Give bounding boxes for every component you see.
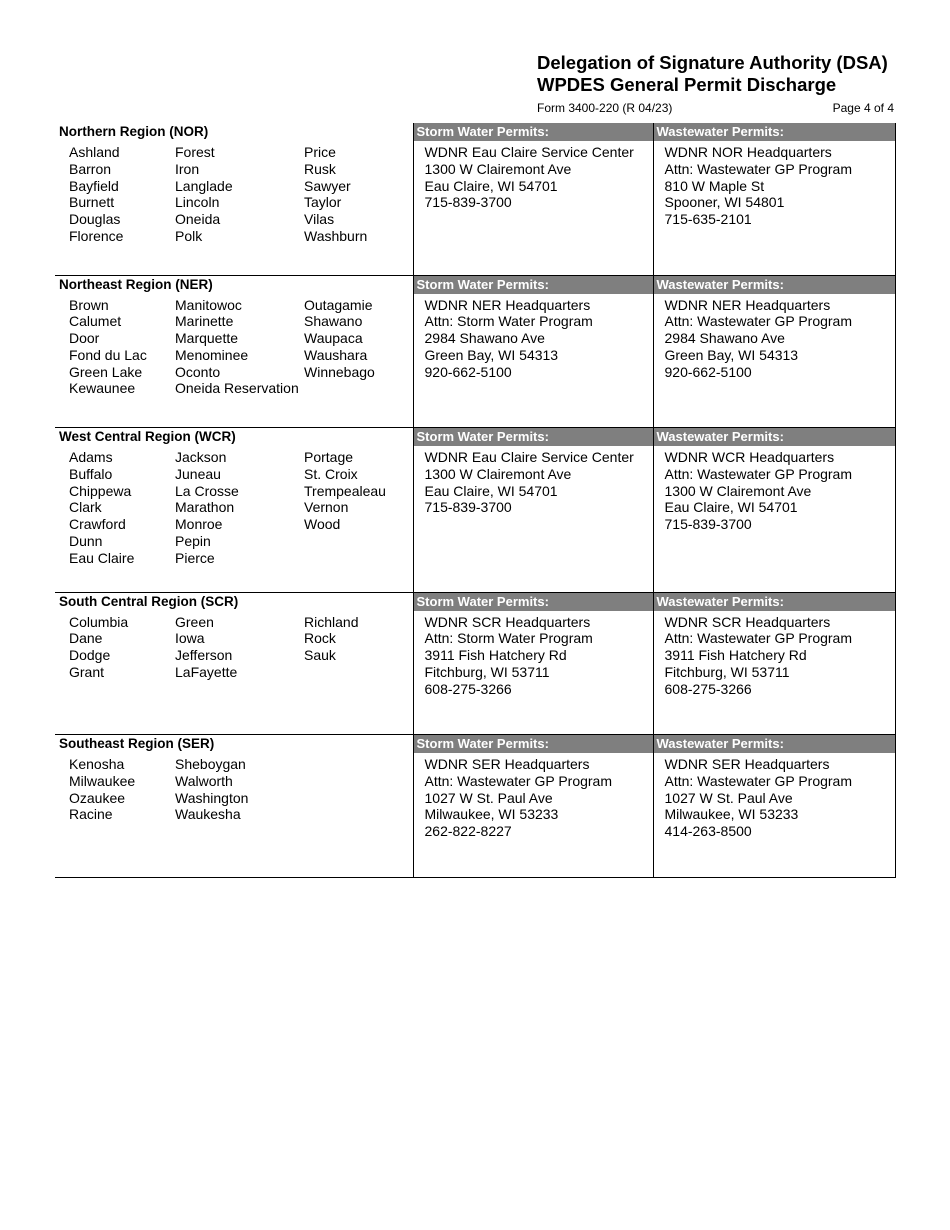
county-name: Outagamie xyxy=(304,296,373,313)
address-line: WDNR SCR Headquarters xyxy=(424,613,591,630)
county-name: Bayfield xyxy=(69,177,119,194)
storm-water-address-cell xyxy=(413,446,653,592)
address-line: Attn: Storm Water Program xyxy=(424,630,593,647)
address-line: 810 W Maple St xyxy=(664,177,765,194)
address-line: 715-839-3700 xyxy=(424,194,512,211)
region-body-row xyxy=(55,446,895,592)
address-line: Milwaukee, WI 53233 xyxy=(424,806,559,823)
storm-water-permits-header: Storm Water Permits: xyxy=(413,428,653,447)
county-name: Kewaunee xyxy=(69,380,136,397)
address-line: WDNR SER Headquarters xyxy=(424,756,590,772)
county-column xyxy=(175,297,304,398)
county-column xyxy=(69,756,175,823)
county-name: Jackson xyxy=(175,449,227,465)
county-name: Ashland xyxy=(69,144,120,160)
wastewater-address xyxy=(654,297,895,381)
county-name: Dunn xyxy=(69,532,103,549)
storm-water-address xyxy=(414,614,653,698)
county-name: La Crosse xyxy=(175,482,239,499)
county-name: LaFayette xyxy=(175,663,238,680)
county-name: Eau Claire xyxy=(69,549,135,566)
county-name: Sawyer xyxy=(304,177,351,194)
address-line: WDNR Eau Claire Service Center xyxy=(424,449,634,465)
address-line: Attn: Wastewater GP Program xyxy=(664,630,853,647)
county-name: Shawano xyxy=(304,313,363,330)
storm-water-address-cell xyxy=(413,141,653,275)
county-name: Racine xyxy=(69,806,113,823)
county-name: Menominee xyxy=(175,346,249,363)
county-name: Trempealeau xyxy=(304,482,386,499)
address-line: 608-275-3266 xyxy=(664,680,752,697)
wastewater-address xyxy=(654,449,895,533)
address-line: Milwaukee, WI 53233 xyxy=(664,806,799,823)
county-column xyxy=(304,297,414,398)
address-line: Fitchburg, WI 53711 xyxy=(664,663,790,680)
county-name: Winnebago xyxy=(304,363,375,380)
county-name: Oneida Reservation xyxy=(175,380,299,397)
county-name: Green xyxy=(175,613,214,630)
county-name: Washburn xyxy=(304,227,368,244)
county-column xyxy=(304,756,414,823)
address-line: 1300 W Clairemont Ave xyxy=(424,160,572,177)
address-line: 920-662-5100 xyxy=(664,363,752,380)
county-name: Walworth xyxy=(175,772,233,789)
county-name: Marinette xyxy=(175,313,234,330)
address-line: Green Bay, WI 54313 xyxy=(424,346,559,363)
address-line: WDNR NER Headquarters xyxy=(664,296,831,313)
county-name: Waushara xyxy=(304,346,368,363)
region-header-row xyxy=(55,123,895,141)
region-contact-table xyxy=(55,123,896,878)
address-line: WDNR Eau Claire Service Center xyxy=(424,144,634,160)
storm-water-address xyxy=(414,297,653,381)
county-name: Marquette xyxy=(175,330,239,347)
county-name: Rusk xyxy=(304,160,336,177)
address-line: 1027 W St. Paul Ave xyxy=(424,789,553,806)
storm-water-address-cell xyxy=(413,294,653,428)
region-name: Northern Region (NOR) xyxy=(59,124,209,139)
county-name: Polk xyxy=(175,227,203,244)
county-name: Dodge xyxy=(69,647,111,664)
county-column xyxy=(69,614,175,681)
county-list xyxy=(55,756,413,823)
region-header-row xyxy=(55,735,895,754)
form-number: Form 3400-220 (R 04/23) xyxy=(537,101,673,115)
county-name: Douglas xyxy=(69,211,121,228)
address-line: Attn: Wastewater GP Program xyxy=(664,465,853,482)
county-name: Price xyxy=(304,144,336,160)
county-name: Vernon xyxy=(304,499,349,516)
county-name: Pepin xyxy=(175,532,211,549)
region-header-row xyxy=(55,275,895,294)
region-body-row xyxy=(55,753,895,877)
region-body-row xyxy=(55,141,895,275)
address-line: WDNR WCR Headquarters xyxy=(664,449,835,465)
county-name: Crawford xyxy=(69,516,126,533)
region-header-row xyxy=(55,428,895,447)
address-line: 3911 Fish Hatchery Rd xyxy=(424,647,567,664)
page-number: Page 4 of 4 xyxy=(832,101,894,115)
wastewater-permits-header: Wastewater Permits: xyxy=(653,428,895,447)
storm-water-address xyxy=(414,144,653,211)
wastewater-address-cell xyxy=(653,611,895,735)
county-name: Iowa xyxy=(175,630,205,647)
county-name: Iron xyxy=(175,160,200,177)
address-line: 262-822-8227 xyxy=(424,823,512,840)
county-name: Calumet xyxy=(69,313,122,330)
county-column xyxy=(69,144,175,245)
region-body-row xyxy=(55,294,895,428)
wastewater-permits-header: Wastewater Permits: xyxy=(653,275,895,294)
county-cell xyxy=(55,753,413,877)
storm-water-permits-header: Storm Water Permits: xyxy=(413,123,653,141)
wastewater-address xyxy=(654,614,895,698)
county-column xyxy=(69,297,175,398)
county-column xyxy=(175,449,304,567)
county-column xyxy=(69,449,175,567)
region-header-row xyxy=(55,592,895,611)
address-line: Green Bay, WI 54313 xyxy=(664,346,799,363)
county-name: Lincoln xyxy=(175,194,220,211)
county-name: Marathon xyxy=(175,499,235,516)
address-line: Fitchburg, WI 53711 xyxy=(424,663,550,680)
county-name: Chippewa xyxy=(69,482,132,499)
address-line: Eau Claire, WI 54701 xyxy=(424,482,558,499)
county-column xyxy=(175,756,304,823)
county-list xyxy=(55,449,413,567)
region-name: South Central Region (SCR) xyxy=(59,593,239,609)
address-line: 2984 Shawano Ave xyxy=(664,330,785,347)
county-name: Sheboygan xyxy=(175,756,246,772)
county-name: Langlade xyxy=(175,177,233,194)
county-name: Clark xyxy=(69,499,102,516)
address-line: 1027 W St. Paul Ave xyxy=(664,789,793,806)
region-name: West Central Region (WCR) xyxy=(59,429,236,444)
county-name: Ozaukee xyxy=(69,789,126,806)
county-cell xyxy=(55,141,413,275)
county-name: Rock xyxy=(304,630,336,647)
storm-water-permits-header: Storm Water Permits: xyxy=(413,275,653,294)
county-list xyxy=(55,614,413,681)
county-name: Dane xyxy=(69,630,103,647)
county-name: Columbia xyxy=(69,613,129,630)
county-column xyxy=(175,614,304,681)
county-name: Sauk xyxy=(304,647,336,664)
address-line: Attn: Wastewater GP Program xyxy=(664,772,853,789)
wastewater-address xyxy=(654,144,895,228)
address-line: 1300 W Clairemont Ave xyxy=(664,482,812,499)
county-column xyxy=(175,144,304,245)
address-line: Eau Claire, WI 54701 xyxy=(664,499,798,516)
wastewater-address-cell xyxy=(653,753,895,877)
storm-water-address xyxy=(414,756,653,840)
wastewater-address-cell xyxy=(653,141,895,275)
county-list xyxy=(55,144,413,245)
address-line: 1300 W Clairemont Ave xyxy=(424,465,572,482)
county-name: Taylor xyxy=(304,194,342,211)
county-name: Waukesha xyxy=(175,806,241,823)
county-name: Burnett xyxy=(69,194,115,211)
county-cell xyxy=(55,446,413,592)
county-name: Manitowoc xyxy=(175,296,242,313)
county-column xyxy=(304,614,414,681)
county-name: Fond du Lac xyxy=(69,346,147,363)
address-line: Spooner, WI 54801 xyxy=(664,194,785,211)
address-line: Attn: Storm Water Program xyxy=(424,313,593,330)
county-name: Juneau xyxy=(175,465,221,482)
county-name: Pierce xyxy=(175,549,215,566)
form-header xyxy=(537,52,897,96)
county-name: Barron xyxy=(69,160,112,177)
wastewater-address xyxy=(654,756,895,840)
county-name: Vilas xyxy=(304,211,335,228)
county-name: Kenosha xyxy=(69,756,125,772)
address-line: 2984 Shawano Ave xyxy=(424,330,545,347)
address-line: WDNR SER Headquarters xyxy=(664,756,830,772)
county-name: Oneida xyxy=(175,211,221,228)
wastewater-permits-header: Wastewater Permits: xyxy=(653,592,895,611)
county-cell xyxy=(55,611,413,735)
county-name: Buffalo xyxy=(69,465,113,482)
address-line: 608-275-3266 xyxy=(424,680,512,697)
address-line: Attn: Wastewater GP Program xyxy=(664,160,853,177)
county-name: Adams xyxy=(69,449,113,465)
storm-water-permits-header: Storm Water Permits: xyxy=(413,735,653,754)
address-line: Attn: Wastewater GP Program xyxy=(664,313,853,330)
county-column xyxy=(304,449,414,567)
county-name: Monroe xyxy=(175,516,223,533)
county-name: Green Lake xyxy=(69,363,143,380)
wastewater-permits-header: Wastewater Permits: xyxy=(653,735,895,754)
region-name: Southeast Region (SER) xyxy=(59,736,215,751)
county-cell xyxy=(55,294,413,428)
wastewater-address-cell xyxy=(653,294,895,428)
storm-water-address xyxy=(414,449,653,516)
county-name: St. Croix xyxy=(304,465,358,482)
form-title-line2: WPDES General Permit Discharge xyxy=(537,74,837,95)
county-name: Waupaca xyxy=(304,330,363,347)
wastewater-permits-header: Wastewater Permits: xyxy=(653,123,895,141)
address-line: WDNR NOR Headquarters xyxy=(664,144,832,160)
address-line: 715-839-3700 xyxy=(424,499,512,516)
storm-water-permits-header: Storm Water Permits: xyxy=(413,592,653,611)
address-line: Eau Claire, WI 54701 xyxy=(424,177,558,194)
address-line: 715-839-3700 xyxy=(664,516,752,533)
county-name: Milwaukee xyxy=(69,772,136,789)
county-name: Brown xyxy=(69,296,109,313)
county-name: Richland xyxy=(304,613,359,630)
storm-water-address-cell xyxy=(413,753,653,877)
county-name: Forest xyxy=(175,144,215,160)
region-name: Northeast Region (NER) xyxy=(59,276,213,292)
address-line: 414-263-8500 xyxy=(664,823,752,840)
county-name: Door xyxy=(69,330,100,347)
county-column xyxy=(304,144,414,245)
county-name: Grant xyxy=(69,663,105,680)
region-body-row xyxy=(55,611,895,735)
county-name: Florence xyxy=(69,227,124,244)
address-line: 920-662-5100 xyxy=(424,363,512,380)
address-line: Attn: Wastewater GP Program xyxy=(424,772,613,789)
wastewater-address-cell xyxy=(653,446,895,592)
county-name: Wood xyxy=(304,516,341,533)
address-line: 3911 Fish Hatchery Rd xyxy=(664,647,807,664)
county-name: Jefferson xyxy=(175,647,233,664)
address-line: WDNR SCR Headquarters xyxy=(664,613,831,630)
county-name: Washington xyxy=(175,789,249,806)
address-line: 715-635-2101 xyxy=(664,211,752,228)
county-name: Portage xyxy=(304,449,354,465)
form-title-line1: Delegation of Signature Authority (DSA) xyxy=(537,52,888,73)
address-line: WDNR NER Headquarters xyxy=(424,296,591,313)
county-list xyxy=(55,297,413,398)
county-name: Oconto xyxy=(175,363,221,380)
storm-water-address-cell xyxy=(413,611,653,735)
